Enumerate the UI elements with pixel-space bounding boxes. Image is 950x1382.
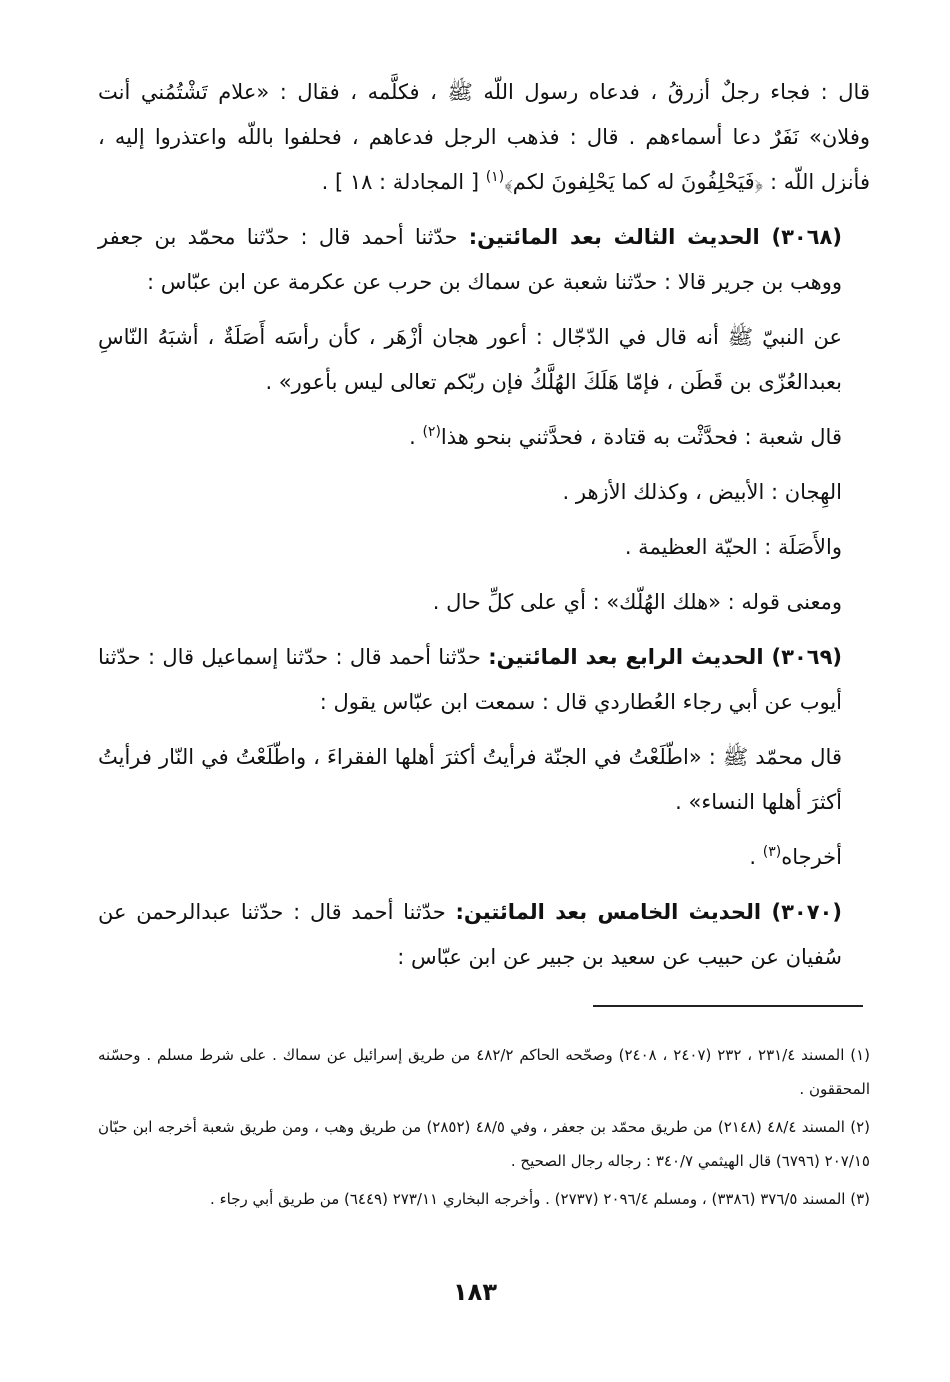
hadith-3070-heading: (٣٠٧٠) الحديث الخامس بعد المائتين:: [455, 900, 842, 924]
hadith-3069: [98, 635, 870, 725]
footnote-1: (١) المسند ٢٣١/٤ ، ٢٣٢ (٢٤٠٧ ، ٢٤٠٨) وصحّحه الحاكم ٤٨٢/٢ من طريق إسرائيل عن سماك . على شرط مسلم . وحسّنه المحققون .: [98, 1046, 870, 1098]
page-number: ١٨٣: [453, 1278, 497, 1306]
hadith-3068: [98, 215, 870, 305]
gloss-mana: ومعنى قوله : «هلك الهُلّك» : أي على كلِّ حال .: [432, 590, 842, 614]
footnote-marker-3: (٣): [762, 844, 782, 860]
footnotes: [98, 1038, 870, 1220]
footnote-divider: [593, 1005, 863, 1007]
hadith-3069-heading: (٣٠٦٩) الحديث الرابع بعد المائتين:: [488, 645, 843, 669]
hadith-3070-isnad: حدّثنا أحمد قال : حدّثنا عبدالرحمن عن سُفيان عن حبيب عن سعيد بن جبير عن ابن عبّاس :: [98, 900, 842, 969]
hadith-3069-matn: قال محمّد ﷺ : «اطّلَعْتُ في الجنّة فرأيتُ أكثرَ أهلها الفقراءَ ، واطّلَعْتُ في النّار فرأيتُ أكثرَ أهلها النساء» .: [98, 745, 842, 814]
hadith-3068-matn: عن النبيّ ﷺ أنه قال في الدّجّال : أعور هجان أزْهَر ، كأن رأسَه أَصَلَةٌ ، أشبَهُ النّاسِ بعبدالعُزّى بن قَطَن ، فإمّا هَلَكَ الهُلَّكُ فإن ربّكم تعالى ليس بأعور» .: [98, 325, 842, 394]
footnote-2: (٢) المسند ٤٨/٤ (٢١٤٨) من طريق محمّد بن جعفر ، وفي ٤٨/٥ (٢٨٥٢) من طريق وهب ، ومن طريق شعبة أخرجه ابن حبّان ٢٠٧/١٥ (٦٧٩٦) قال الهيثمي ٣٤٠/٧ : رجاله رجال الصحيح .: [98, 1118, 870, 1170]
footnote-3: (٣) المسند ٣٧٦/٥ (٣٣٨٦) ، ومسلم ٢٠٩٦/٤ (٢٧٣٧) . وأخرجه البخاري ٢٧٣/١١ (٦٤٤٩) من طريق أبي رجاء .: [210, 1190, 870, 1208]
akhraja-note: أخرجاه$^{(٣)}$ .: [749, 844, 842, 869]
shuba-note: قال شعبة : فحدَّثْت به قتادة ، فحدَّثني بنحو هذا$^{(٢)}$ .: [409, 424, 842, 449]
gloss-hijan: الهِجان : الأبيض ، وكذلك الأزهر .: [562, 480, 842, 504]
footnote-marker-1: (١): [485, 169, 505, 185]
paragraph-1: قال : فجاء رجلٌ أزرقُ ، فدعاه رسول اللّه ﷺ ، فكلَّمه ، فقال : «علام تَشْتُمُني أنت وفلان» نَفَرٌ دعا أسماءهم . قال : فذهب الرجل فدعاهم ، فحلفوا باللّه واعتذروا إليه ، فأنزل اللّه : ﴿فَيَحْلِفُونَ له كما يَحْلِفونَ لكم﴾$^{(١)}$ [ المجادلة : ١٨ ] .: [98, 80, 870, 194]
hadith-3070: [98, 890, 870, 980]
hadith-3069-isnad: حدّثنا أحمد قال : حدّثنا إسماعيل قال : حدّثنا أيوب عن أبي رجاء العُطاردي قال : سمعت ابن عبّاس يقول :: [98, 645, 842, 714]
hadith-3068-isnad: حدّثنا أحمد قال : حدّثنا محمّد بن جعفر ووهب بن جرير قالا : حدّثنا شعبة عن سماك بن حرب عن عكرمة عن ابن عبّاس :: [98, 225, 842, 294]
gloss-asala: والأَصَلَة : الحيّة العظيمة .: [624, 535, 842, 559]
hadith-3068-heading: (٣٠٦٨) الحديث الثالث بعد المائتين:: [468, 225, 842, 249]
footnote-marker-2: (٢): [422, 424, 441, 440]
main-text: [98, 70, 870, 990]
